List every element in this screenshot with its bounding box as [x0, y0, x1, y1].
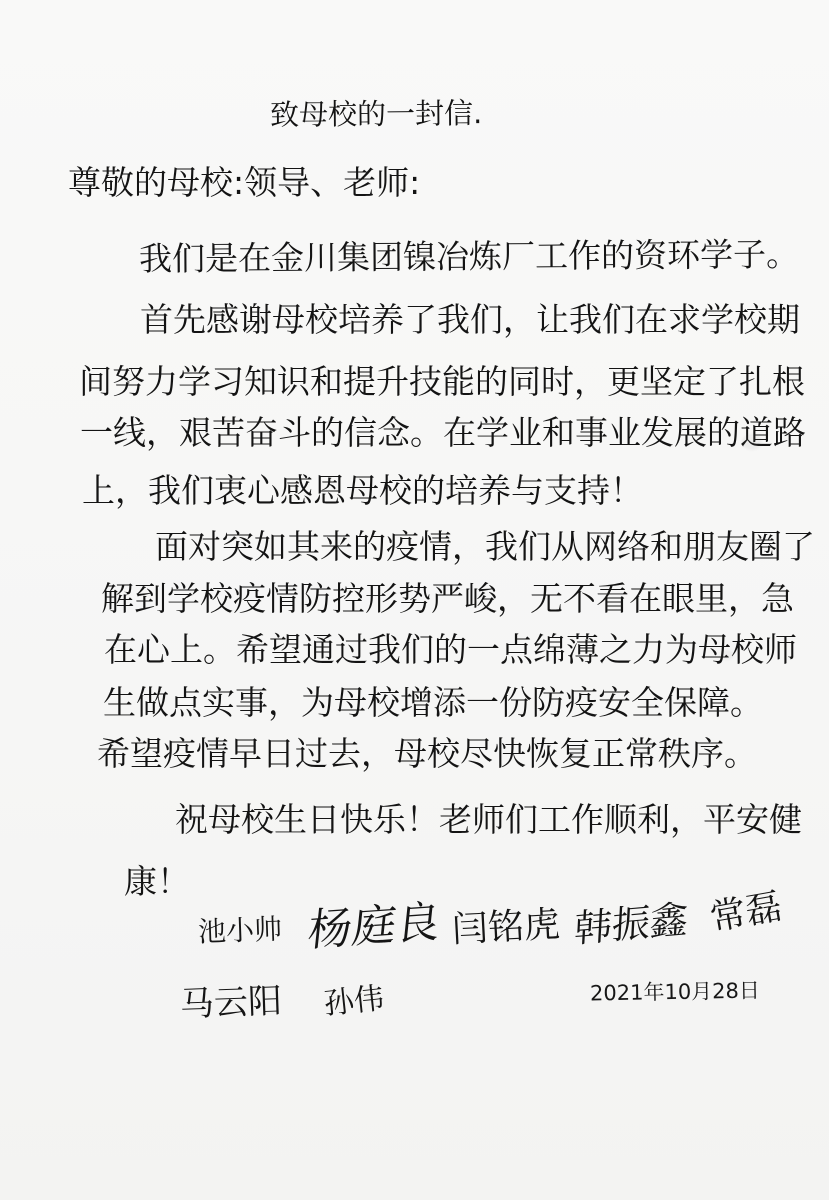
signature-5: 常磊	[706, 886, 785, 939]
signature-area	[179, 886, 800, 1045]
letter-line-3: 间努力学习知识和提升技能的同时，更坚定了扎根	[79, 362, 805, 401]
letter-line-12: 康！	[124, 862, 190, 901]
letter-line-10: 希望疫情早日过去，母校尽快恢复正常秩序。	[97, 734, 757, 773]
signature-3: 闫铭虎	[450, 904, 561, 951]
letter-line-7: 解到学校疫情防控形势严峻，无不看在眼里，急	[101, 579, 794, 618]
signature-4: 韩振鑫	[573, 896, 689, 952]
signature-2: 杨庭良	[305, 896, 443, 957]
ink-smudge	[742, 434, 762, 450]
letter-line-5: 上，我们衷心感恩母校的培养与支持！	[82, 471, 643, 510]
letter-line-9: 生做点实事，为母校增添一份防疫安全保障。	[103, 683, 763, 722]
letter-line-1: 我们是在金川集团镍冶炼厂工作的资环学子。	[138, 234, 800, 279]
letter-line-6: 面对突如其来的疫情，我们从网络和朋友圈了	[155, 527, 815, 566]
signature-1: 池小帅	[197, 912, 283, 949]
letter-line-11: 祝母校生日快乐！老师们工作顺利，平安健	[175, 800, 802, 839]
letter-date: 2021年10月28日	[589, 978, 761, 1006]
letter-title: 致母校的一封信.	[269, 96, 483, 132]
letter-line-2: 首先感谢母校培养了我们，让我们在求学校期	[140, 300, 800, 339]
ink-smudge	[720, 650, 734, 660]
letter-line-8: 在心上。希望通过我们的一点绵薄之力为母校师	[104, 630, 797, 669]
letter-line-4: 一线，艰苦奋斗的信念。在学业和事业发展的道路	[80, 413, 806, 452]
signature-6: 马云阳	[179, 981, 283, 1025]
letter-salutation: 尊敬的母校:领导、老师:	[68, 163, 421, 202]
signature-7: 孙伟	[322, 980, 386, 1023]
